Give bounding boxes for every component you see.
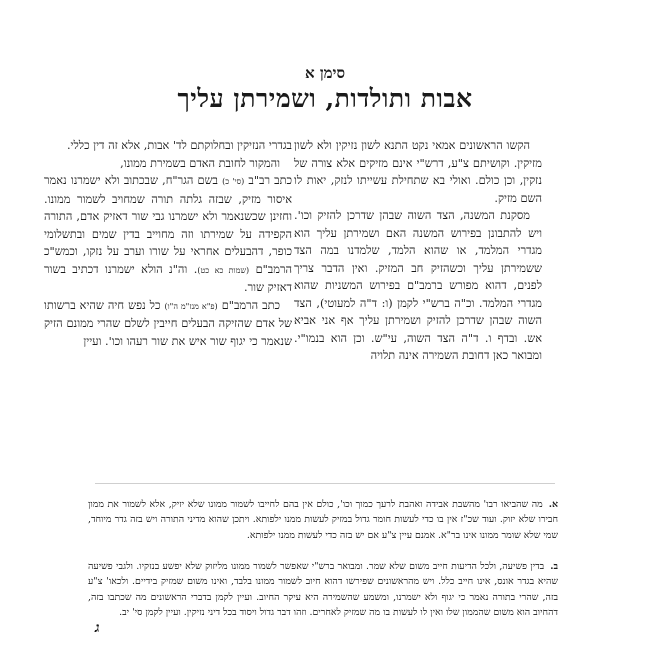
text-run: . וה"נ הולא ישמרנו דכתיב בשור דאזיק שור. [44,262,292,294]
footnote-marker: א. [548,499,558,510]
paragraph: בגדרי הנזיקין ובחלוקתם לד' אבות, אלא זה דין כללי. [66,139,292,152]
text-run: כתב הרמב"ם [221,298,281,312]
footnote-divider [95,483,555,484]
footnote-marker: ב. [550,561,558,572]
footnote-text: מה שהביאו רבו' מהשבת אבידה ואהבת לרעך כמוך וכו', כולם אין בהם לחייבו לשמור ממונו שלא יזיק, אלא לשמור את ממון חבירו שלא יזוק. ועוד שכ"ז אין בו כדי לעשות חומר גדול במזיק לעשות ממנו ילפותא. ויתכן שהוא מדיני התורה ויש בזה גדר מיוחד, שמי שלא שומר ממונו אינו בר"א. אמנם עיין צ"ע אם יש בזה כדי לעשות ממנו ילפותא. [88,499,558,541]
footnote-a [88,497,558,543]
text-column-right [294,137,542,365]
paragraph: הקשו הראשונים אמאי נקט התנא לשון נזיקין ולא לשון מזיקין. וקושיתם צ"ע, דרש"י אינם מזיקים אלא צורה של נזקין, וכן כולם. ואולי בא שתחילת עשייתו לנזק, יאות לו השם מזיק. [294,139,542,205]
source-reference: (פ"א מנז"מ ה"ו) [164,301,218,311]
text-column-left [44,137,292,350]
siman-heading: סימן א [304,64,346,82]
source-reference: (שמות כא כט) [197,265,250,275]
page-number: ג [95,620,100,636]
text-run: בשם הגר"ח, שבכתוב ולא ישמרנו נאמר איסור מזיק, שבזה גלתה תורה שמחויב לשמור ממונו. וחזינן שכשנאמר ולא ישמרנו גבי שור דאזיק אדם, התורה הקפידה על שמירתו וזה מחוייב בדין שמים ובתשלומי כופר, דהבעלים אחראי על שורו וערב על נזקו, וכמש"כ הרמב"ם [44,174,292,276]
footnote-text: בדין פשיעה, ולכל הדיעות חייב משום שלא שמר. ומבואר ברש"י שאפשר לשמור ממונו מליזוק שלא יפשע בנזקיו. ולגבי פשיעה שהיא בגדר אונס, אינו חייב כלל. ויש מהראשונים שפירשו דהוא חיוב לשמור ממונו בלבד, ואינו משום שמזיק בידיים. ולכאו' צ"ע בזה, שהרי בתורה נאמר כי יגוף ולא ישמרנו, ומשמע שהשמירה היא עיקר החיוב. ועיין לקמן בדברי הראשונים מה שכתבו בזה, דהחיוב הוא משום שהממון שלו ואין לו לעשות בו מה שמזיק לאחרים. וזהו דבר גדול ויסוד בכל דיני נזיקין. ועיין לקמן סי' יב. [88,561,558,619]
paragraph [44,172,292,297]
source-reference: (סי' כ) [222,177,245,186]
text-run: כתב רב"ב [248,174,293,187]
paragraph: מסקנת המשנה, הצד השוה שבהן שדרכן להזיק וכו'. ויש להתבונן בפירוש המשנה האם ושמירתן עליך הוא מגדרי המלמד, או שהוא הלמד, שלמדנו במה הצד ששמירתן עליך וכשהזיק חב המזיק. ואין הדבר צריך לפנים, דהוא מפורש ברמב"ם בפירוש המשניות שהוא מגדרי המלמד. וכ"ה ברש"י לקמן (ו: ד"ה למעוטי), הצד השוה שבהן שדרכן להזיק ושמירתן עליך אף אני אביא אש. ובדף ו. ד"ה הצד השוה, עי"ש. וכן הוא בנמו"י. ומבואר כאן דחובת השמירה אינה תלויה [294,209,542,362]
text-run: כל נפש חיה שהיא ברשותו של אדם שהזיקה הבעלים חייבין לשלם שהרי ממונם הזיק שנאמר כי יגוף שור איש את שור רעהו וכו'. ועיין [44,298,292,348]
paragraph: והמקור לחובת האדם בשמירת ממונו, [120,156,280,170]
footnote-b [88,559,558,621]
paragraph [44,297,292,351]
page-title: אבות ותולדות, ושמירתן עליך [177,84,473,113]
